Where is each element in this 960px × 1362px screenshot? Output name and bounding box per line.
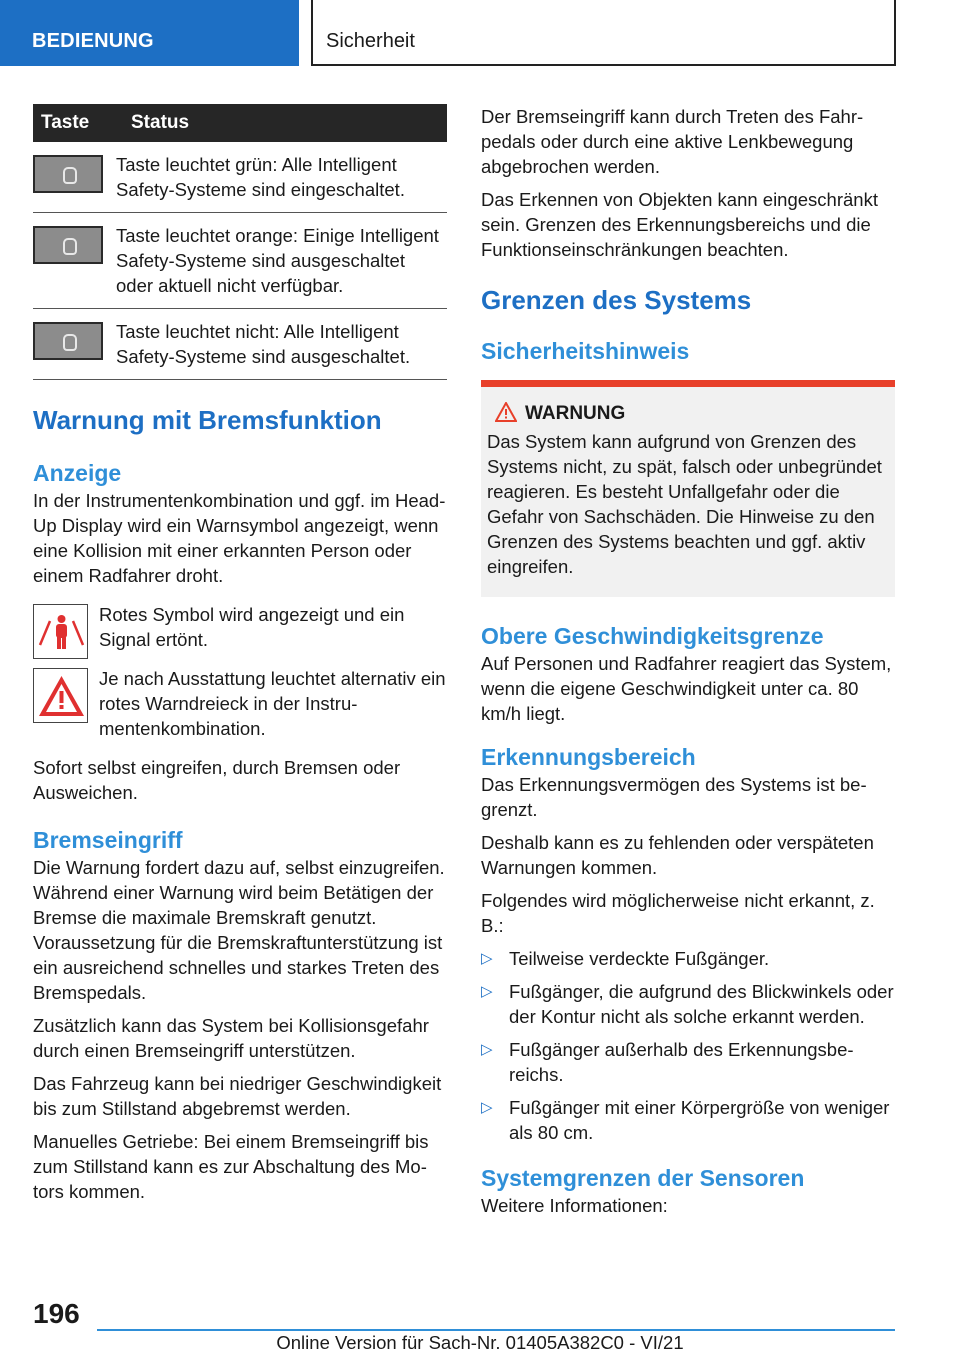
col-header-key: Taste <box>33 104 116 142</box>
symbol-row-person <box>33 602 447 652</box>
intelligent-safety-button-icon <box>33 155 103 193</box>
intelligent-safety-button-icon <box>33 322 103 360</box>
status-cell: Taste leuchtet orange: Einige Intelligent Safety-Systeme sind ausgeschaltet oder aktuell nicht verfügbar. <box>116 213 447 309</box>
triangle-bullet-icon: ▷ <box>481 950 493 967</box>
intelligent-safety-button-icon <box>33 226 103 264</box>
paragraph-range-3: Folgendes wird möglicherweise nicht erkannt, z. B.: <box>481 890 875 936</box>
paragraph-sensors: Weitere Informationen: <box>481 1195 668 1216</box>
heading-system-limits: Grenzen des Systems <box>481 285 752 315</box>
triangle-bullet-icon: ▷ <box>481 983 493 1000</box>
list-item: ▷ Fußgänger, die aufgrund des Blickwinkels oder der Kontur nicht als solche erkannt werden. <box>481 981 894 1027</box>
table-row <box>33 142 447 213</box>
table-header-row <box>33 104 447 142</box>
heading-speed-limit: Obere Geschwindigkeitsgrenze <box>481 623 824 649</box>
section-tab <box>0 0 299 66</box>
paragraph-speed: Auf Personen und Radfahrer reagiert das System, wenn die eigene Geschwindigkeit unter ca. 80 km/h liegt. <box>481 653 892 724</box>
symbol-text-1: Rotes Symbol wird angezeigt und ein Signal ertönt. <box>99 604 405 650</box>
list-item: ▷ Fußgänger außerhalb des Erkennungsbereichs. <box>481 1039 854 1085</box>
warning-triangle-icon <box>33 668 88 723</box>
table-row <box>33 213 447 309</box>
heading-detection-range: Erkennungsbereich <box>481 744 696 770</box>
warning-text: Das System kann aufgrund von Grenzen des Systems nicht, zu spät, falsch oder unbegründet reagieren. Es besteht Unfallgefahr oder die Gefahr von Sachschäden. Die Hinweise zu den Grenzen des Systems beachten und ggf. aktiv eingreifen. <box>487 431 882 577</box>
paragraph-brake-2: Zusätzlich kann das System bei Kollisionsgefahr durch einen Bremseingriff unterstützen. <box>33 1015 429 1061</box>
paragraph-act: Sofort selbst eingreifen, durch Bremsen oder Ausweichen. <box>33 757 401 803</box>
paragraph-limited: Das Erkennen von Objekten kann eingeschränkt sein. Grenzen des Erkennungsbereichs und die Funktionseinschränkungen beachten. <box>481 189 878 260</box>
heading-sensor-limits: Systemgrenzen der Sensoren <box>481 1165 805 1191</box>
warning-title <box>525 401 888 427</box>
heading-warning-brake: Warnung mit Bremsfunktion <box>33 405 382 435</box>
paragraph-range-1: Das Erkennungsvermögen des Systems ist begrenzt. <box>481 774 867 820</box>
status-cell: Taste leuchtet nicht: Alle Intelligent Safety-Systeme sind ausgeschaltet. <box>116 309 447 380</box>
paragraph-brake-1: Die Warnung fordert dazu auf, selbst einzugreifen. Während einer Warnung wird beim Betätigen der Bremse die maximale Bremskraft genutzt. Voraussetzung für die Bremskraftunterstützung ist ein ausreichend schnelles und starkes Treten des Bremspedals. <box>33 857 445 1003</box>
paragraph-range-2: Deshalb kann es zu fehlenden oder verspäteten Warnungen kommen. <box>481 832 874 878</box>
footer-version-text: Online Version für Sach-Nr. 01405A382C0 - VI/21 <box>276 1332 684 1353</box>
symbol-text-2: Je nach Ausstattung leuchtet alternativ ein rotes Warndreieck in der Instrumentenkombination. <box>99 668 446 739</box>
warning-box <box>481 380 895 597</box>
paragraph-display: In der Instrumentenkombination und ggf. im Head-Up Display wird ein Warnsymbol angezeigt, wenn eine Kollision mit einer erkannten Person oder einem Radfahrer droht. <box>33 490 446 586</box>
footer-divider <box>97 1329 895 1331</box>
button-status-table <box>33 104 447 380</box>
symbol-row-triangle <box>33 666 447 741</box>
warning-title-text: WARNUNG <box>525 403 626 424</box>
chapter-label: Sicherheit <box>326 30 415 52</box>
right-column <box>481 104 895 1226</box>
heading-brake: Bremseingriff <box>33 827 183 853</box>
paragraph-abort: Der Bremseingriff kann durch Treten des Fahrpedals oder durch eine aktive Lenkbewegung abgebrochen werden. <box>481 106 864 177</box>
paragraph-brake-4: Manuelles Getriebe: Bei einem Bremseingriff bis zum Stillstand kann es zur Abschaltung des Motors kommen. <box>33 1131 429 1202</box>
undetected-list <box>481 946 895 1145</box>
page-header <box>0 0 960 66</box>
chapter-box <box>311 0 896 66</box>
table-row <box>33 309 447 380</box>
warning-triangle-icon <box>495 402 517 430</box>
triangle-bullet-icon: ▷ <box>481 1099 493 1116</box>
heading-safety-note: Sicherheitshinweis <box>481 338 690 364</box>
heading-display: Anzeige <box>33 460 122 486</box>
page-footer <box>0 1296 960 1362</box>
section-label: BEDIENUNG <box>32 30 154 52</box>
list-item: ▷ Fußgänger mit einer Körpergröße von weniger als 80 cm. <box>481 1097 890 1143</box>
paragraph-brake-3: Das Fahrzeug kann bei niedriger Geschwindigkeit bis zum Stillstand abgebremst werden. <box>33 1073 442 1119</box>
list-item: ▷ Teilweise verdeckte Fußgänger. <box>481 948 770 969</box>
left-column <box>33 104 447 1212</box>
person-warning-icon <box>33 604 88 659</box>
status-cell: Taste leuchtet grün: Alle Intelligent Safety-Systeme sind eingeschaltet. <box>116 142 447 213</box>
page-number: 196 <box>33 1298 80 1329</box>
triangle-bullet-icon: ▷ <box>481 1041 493 1058</box>
col-header-status: Status <box>116 104 447 142</box>
